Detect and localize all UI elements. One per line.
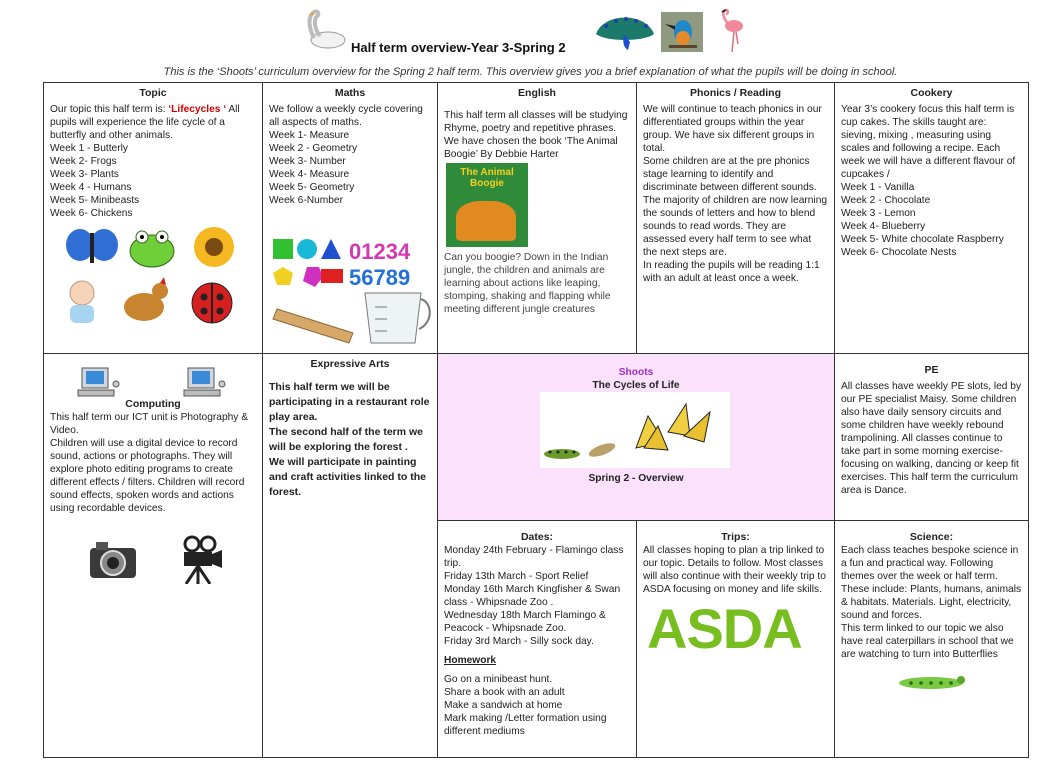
english-cell <box>437 82 637 354</box>
expressive-arts-paragraph: We will participate in painting and craft activities linked to the forest. <box>269 456 426 498</box>
phonics-paragraph: In reading the pupils will be reading 1:1 with an adult at least once a week. <box>643 260 820 284</box>
english-header: English <box>518 87 556 99</box>
expressive-arts-paragraph: This half term we will be participating in a restaurant role play area. <box>269 381 430 423</box>
trips-header: Trips: <box>721 531 750 543</box>
digits-top: 01234 <box>349 239 411 264</box>
baby-icon <box>70 281 94 323</box>
camera-icon <box>88 536 138 584</box>
cookery-cell <box>834 82 1029 354</box>
date-item: Wednesday 18th March Flamingo & Peacock - Whipsnade Zoo. <box>444 610 606 634</box>
homework-item: Go on a minibeast hunt. <box>444 674 553 685</box>
cookery-header: Cookery <box>910 87 953 99</box>
caterpillar-icon <box>544 449 580 459</box>
butterfly-icon <box>66 229 118 263</box>
book-cover-title: The Animal Boogie <box>460 167 514 189</box>
shoots-label: Shoots <box>618 367 654 378</box>
lifecycle-animals-image <box>64 227 244 337</box>
topic-week: Week 2- Frogs <box>50 156 117 167</box>
cookery-week: Week 5- White chocolate Raspberry <box>841 234 1004 245</box>
cookery-week: Week 3 - Lemon <box>841 208 916 219</box>
maths-week: Week 5- Geometry <box>269 182 355 193</box>
date-item: Friday 13th March - Sport Relief <box>444 571 589 582</box>
maths-header: Maths <box>334 87 366 99</box>
expressive-arts-paragraph: The second half of the term we will be exploring the forest . <box>269 426 424 453</box>
cookery-week: Week 6- Chocolate Nests <box>841 247 957 258</box>
caterpillar-icon <box>897 671 967 691</box>
science-header: Science: <box>909 531 954 543</box>
maths-intro: We follow a weekly cycle covering all aspects of maths. <box>269 104 423 128</box>
maths-week: Week 1- Measure <box>269 130 350 141</box>
homework-item: Mark making /Letter formation using different mediums <box>444 713 607 737</box>
pe-cell <box>834 353 1029 521</box>
maths-week: Week 4- Measure <box>269 169 350 180</box>
chicken-icon <box>124 277 168 321</box>
topic-week: Week 4 - Humans <box>50 182 132 193</box>
trips-text: All classes hoping to plan a trip linked to our topic. Details to follow. Most classes will also continue with their weekly trip to ASDA focusing on money and life skills. <box>643 545 826 595</box>
digits-bottom: 56789 <box>349 265 411 290</box>
expressive-arts-cell <box>262 353 438 758</box>
topic-week: Week 1 - Butterly <box>50 143 128 154</box>
maths-week: Week 2 - Geometry <box>269 143 358 154</box>
computing-paragraph: This half term our ICT unit is Photography & Video. <box>50 412 248 436</box>
science-cell <box>834 520 1029 758</box>
expressive-arts-header: Expressive Arts <box>310 358 390 370</box>
cookery-week: Week 2 - Chocolate <box>841 195 931 206</box>
maths-cell <box>262 82 438 354</box>
butterfly-lifecycle-image <box>540 392 730 468</box>
ladybird-icon <box>192 283 232 323</box>
computer-icon <box>180 366 226 398</box>
peacock-image <box>594 12 656 52</box>
swan-image <box>302 6 348 50</box>
topic-name: ‘Lifecycles ‘ <box>168 104 227 115</box>
shoots-subtitle: The Cycles of Life <box>592 380 680 391</box>
cookery-intro: Year 3’s cookery focus this half term is cup cakes. The skills taught are: sieving, mixing , measuring using scales and following a recipe. Each week we will have a different flavour of cupcakes / <box>841 104 1016 180</box>
shoots-cell <box>437 353 835 521</box>
maths-shapes-image <box>271 237 433 347</box>
computing-cell <box>43 353 263 758</box>
homework-item: Share a book with an adult <box>444 687 565 698</box>
english-description: Can you boogie? Down in the Indian jungle, the children and animals are learning about actions like leaping, stomping, shaking and flapping while meeting different jungle creatures <box>444 252 611 315</box>
date-item: Friday 3rd March - Silly sock day. <box>444 636 594 647</box>
topic-week: Week 6- Chickens <box>50 208 133 219</box>
maths-week: Week 6-Number <box>269 195 343 206</box>
frog-icon <box>130 231 174 267</box>
science-text-2: This term linked to our topic we also have real caterpillars in school that we are watching to turn into Butterflies <box>841 623 1014 660</box>
page-title: Half term overview-Year 3-Spring 2 <box>351 40 566 55</box>
computing-paragraph: Children will use a digital device to record sound, actions or photographs. They will explore photo editing programs to create different effects / filters. Children will record sound effects, spoken words and actions using recordable devices. <box>50 438 245 514</box>
date-item: Monday 16th March Kingfisher & Swan class - Whipsnade Zoo . <box>444 584 621 608</box>
dates-header: Dates: <box>520 531 554 543</box>
computer-icon <box>74 366 120 398</box>
ruler-icon <box>273 309 353 343</box>
topic-intro-suffix: All pupils will experience the life cycle of a butterfly and other animals. <box>50 104 240 141</box>
trips-cell <box>636 520 835 758</box>
cookery-week: Week 4- Blueberry <box>841 221 926 232</box>
english-intro: This half term all classes will be studying Rhyme, poetry and repetitive phrases. We have chosen the book ‘The Animal Boogie’ By Debbie Harter <box>444 110 628 160</box>
shoots-caption: Spring 2 - Overview <box>588 473 684 484</box>
pe-header: PE <box>924 364 939 376</box>
pe-text: All classes have weekly PE slots, led by our PE specialist Maisy. Some children also have daily sensory circuits and some children have weekly rebound trampolining. All classes continue to take part in some morning exercise- focusing on walking, dancing or keep fit exercises. This half term the curriculum area is Dance. <box>841 381 1022 496</box>
sunflower-icon <box>194 227 234 267</box>
topic-week: Week 5- Minibeasts <box>50 195 140 206</box>
topic-intro-prefix: Our topic this half term is: <box>50 104 169 115</box>
asda-logo: ASDA <box>647 597 802 660</box>
phonics-cell <box>636 82 835 354</box>
maths-week: Week 3- Number <box>269 156 346 167</box>
phonics-paragraph: We will continue to teach phonics in our differentiated groups within the year group. We have six different groups in total. <box>643 104 822 154</box>
topic-cell <box>43 82 263 354</box>
date-item: Monday 24th February - Flamingo class trip. <box>444 545 624 569</box>
computing-header: Computing <box>125 398 181 410</box>
phonics-header: Phonics / Reading <box>689 87 781 99</box>
homework-header: Homework <box>444 655 497 666</box>
science-text: Each class teaches bespoke science in a fun and practical way. Following themes over the week or half term. These include: Plants, humans, animals & habitats. Materials. Light, electricity, sound and forces. <box>841 545 1022 621</box>
measuring-jug-icon <box>365 293 430 343</box>
video-camera-icon <box>176 534 226 584</box>
topic-header: Topic <box>139 87 167 99</box>
book-cover-image <box>446 163 528 247</box>
topic-intro <box>50 103 256 142</box>
page-subtitle: This is the ‘Shoots’ curriculum overview for the Spring 2 half term. This overview gives you a brief explanation of what the pupils will be doing in school. <box>163 66 898 78</box>
kingfisher-image <box>661 12 703 52</box>
flamingo-image <box>716 8 746 52</box>
homework-item: Make a sandwich at home <box>444 700 563 711</box>
topic-week: Week 3- Plants <box>50 169 119 180</box>
phonics-paragraph: Some children are at the pre phonics stage learning to identify and discriminate between different sounds. The majority of children are now learning the sounds of letters and how to blend sounds to read words. They are assessed every half term to see what the next steps are. <box>643 156 828 258</box>
dates-cell <box>437 520 637 758</box>
cookery-week: Week 1 - Vanilla <box>841 182 915 193</box>
